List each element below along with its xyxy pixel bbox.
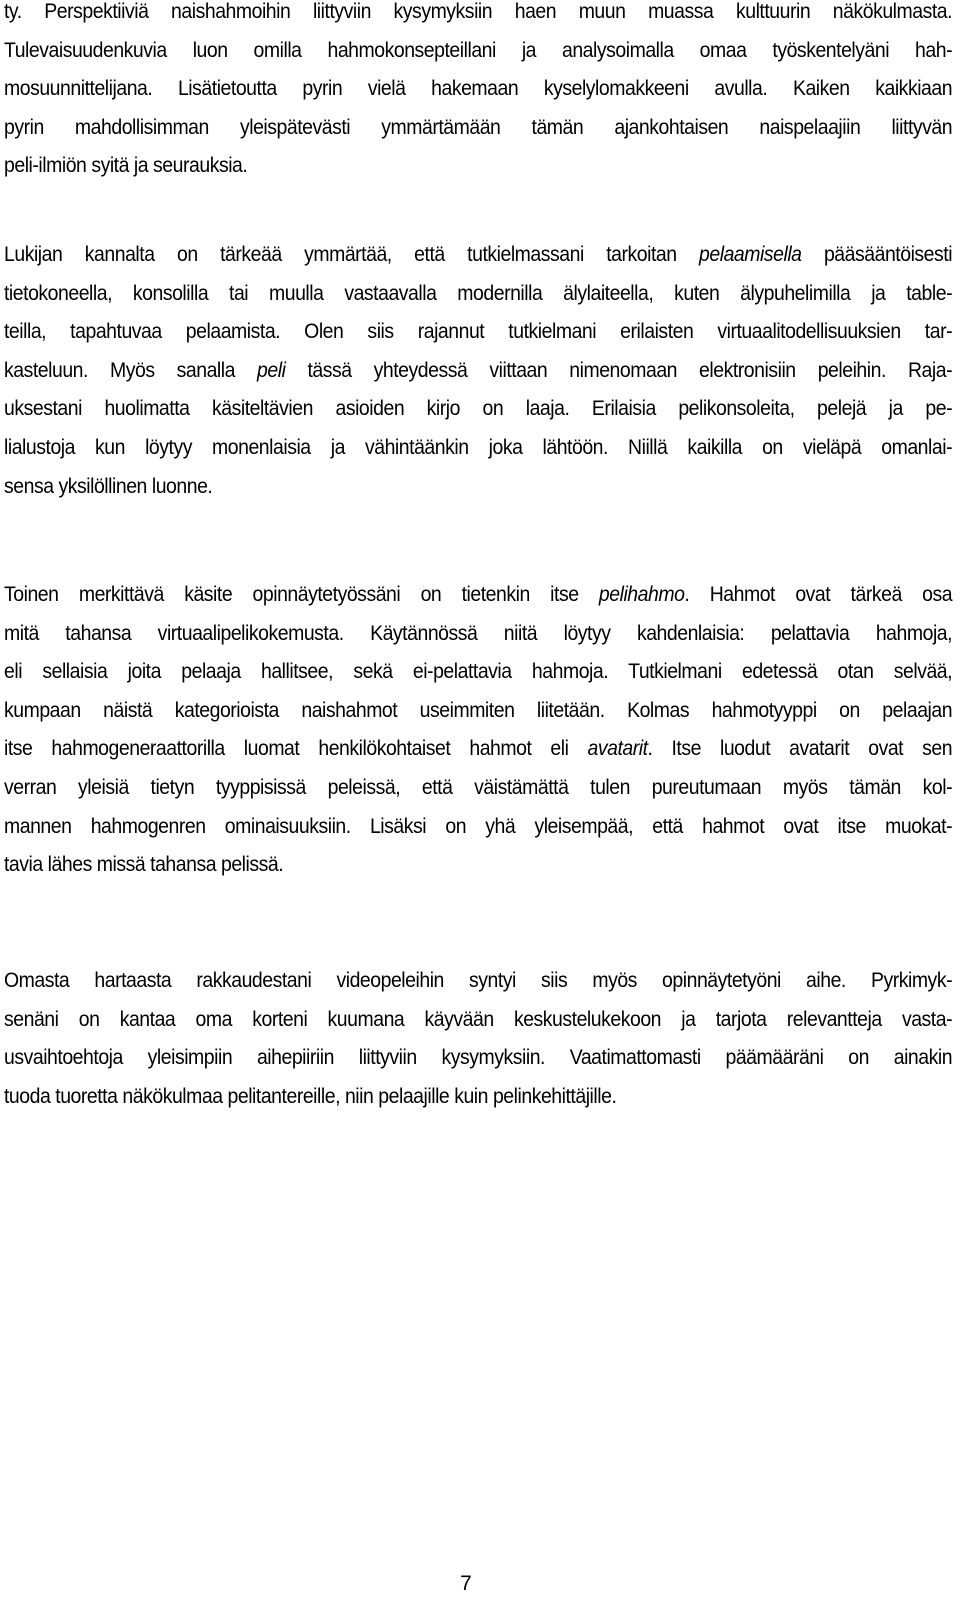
text-segment: . Hahmot ovat tärkeä osa bbox=[684, 583, 953, 606]
text-line: eli sellaisia joita pelaaja hallitsee, sekä ei-pelattavia hahmoja. Tutkielmani edetessä otan selvää, bbox=[4, 660, 953, 684]
text-line: mosuunnittelijana. Lisätietoutta pyrin vielä hakemaan kyselylomakkeeni avulla. Kaiken kaikkiaan bbox=[4, 77, 953, 101]
text-line: peli-ilmiön syitä ja seurauksia. bbox=[4, 154, 248, 178]
emphasized-term: avatarit bbox=[587, 737, 648, 761]
text-line: senäni on kantaa oma korteni kuumana käyvään keskustelukekoon ja tarjota relevantteja vasta- bbox=[4, 1007, 953, 1031]
text-line: tavia lähes missä tahansa pelissä. bbox=[4, 853, 284, 877]
text-line: usvaihtoehtoja yleisimpiin aihepiiriin liittyviin kysymyksiin. Vaatimattomasti päämääräni on ainakin bbox=[4, 1046, 953, 1070]
text-line: tuoda tuoretta näkökulmaa pelitantereille, niin pelaajille kuin pelinkehittäjille. bbox=[4, 1084, 617, 1108]
paragraph-motivation bbox=[4, 962, 952, 1116]
paragraph-definition-gaming bbox=[4, 236, 952, 506]
text-line bbox=[4, 730, 952, 769]
emphasized-term: pelaamisella bbox=[699, 243, 802, 266]
emphasized-term: peli bbox=[257, 358, 286, 382]
text-line: verran yleisiä tietyn tyyppisissä peleissä, että väistämättä tulen pureutumaan myös tämän kol- bbox=[4, 775, 953, 799]
page-number: 7 bbox=[460, 1572, 472, 1595]
text-line: lialustoja kun löytyy monenlaisia ja vähintäänkin joka lähtöön. Niillä kaikilla on vieläpä omanlai- bbox=[4, 435, 953, 459]
text-segment: kasteluun. Myös sanalla bbox=[4, 358, 258, 382]
text-line: tietokoneella, konsolilla tai muulla vastaavalla modernilla älylaiteella, kuten älypuhelimilla ja table- bbox=[4, 281, 953, 305]
text-line: Tulevaisuudenkuvia luon omilla hahmokonsepteillani ja analysoimalla omaa työskentelyäni hah- bbox=[4, 38, 953, 62]
text-segment: itse hahmogeneraattorilla luomat henkilökohtaiset hahmot eli bbox=[4, 737, 588, 761]
text-line: sensa yksilöllinen luonne. bbox=[4, 474, 213, 498]
text-line bbox=[4, 576, 952, 615]
emphasized-term: pelihahmo bbox=[598, 583, 685, 606]
text-line: uksestani huolimatta käsiteltävien asioiden kirjo on laaja. Erilaisia pelikonsoleita, pelejä ja pe- bbox=[4, 397, 953, 421]
paragraph-definition-character bbox=[4, 576, 952, 885]
text-line: kumpaan näistä kategorioista naishahmot useimmiten liitetään. Kolmas hahmotyyppi on pelaajan bbox=[4, 698, 953, 722]
text-line: mitä tahansa virtuaalipelikokemusta. Käytännössä niitä löytyy kahdenlaisia: pelattavia hahmoja, bbox=[4, 621, 953, 645]
text-line: mannen hahmogenren ominaisuuksiin. Lisäksi on yhä yleisempää, että hahmot ovat itse muokat- bbox=[4, 814, 953, 838]
paragraph-introduction-end bbox=[4, 0, 952, 186]
text-segment: tässä yhteydessä viittaan nimenomaan elektronisiin peleihin. Raja- bbox=[285, 358, 953, 382]
text-segment: . Itse luodut avatarit ovat sen bbox=[647, 737, 953, 761]
text-segment: Lukijan kannalta on tärkeää ymmärtää, että tutkielmassani tarkoitan bbox=[4, 243, 700, 266]
text-line: ty. Perspektiiviä naishahmoihin liittyviin kysymyksiin haen muun muassa kulttuurin näkökulmasta. bbox=[4, 0, 953, 23]
text-segment: pääsääntöisesti bbox=[801, 243, 953, 266]
text-line: teilla, tapahtuvaa pelaamista. Olen siis rajannut tutkielmani erilaisten virtuaalitodellisuuksien tar- bbox=[4, 320, 953, 344]
text-line bbox=[4, 236, 952, 275]
text-line bbox=[4, 352, 952, 391]
text-line: pyrin mahdollisimman yleispätevästi ymmärtämään tämän ajankohtaisen naispelaajiin liittyvän bbox=[4, 115, 953, 139]
text-line: Omasta hartaasta rakkaudestani videopeleihin syntyi siis myös opinnäytetyöni aihe. Pyrkimyk- bbox=[4, 969, 953, 992]
text-segment: Toinen merkittävä käsite opinnäytetyössäni on tietenkin itse bbox=[4, 583, 599, 606]
